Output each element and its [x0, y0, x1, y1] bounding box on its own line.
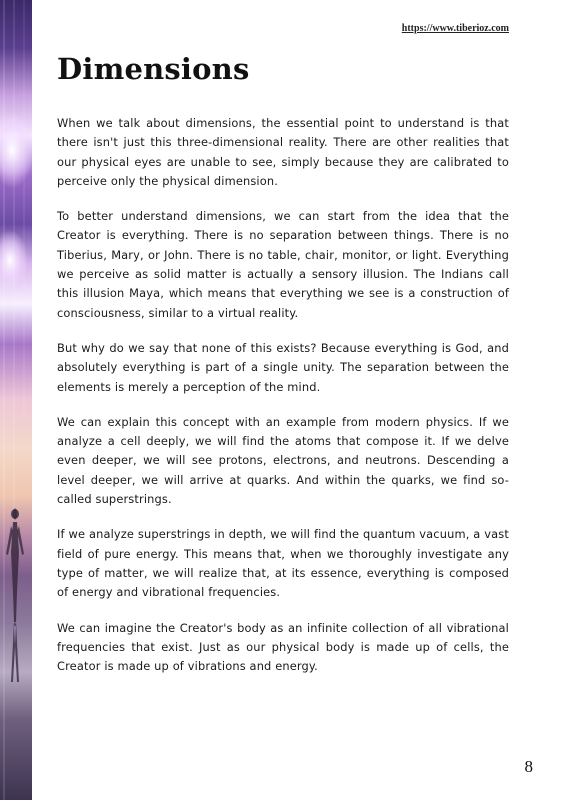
page-title: Dimensions — [57, 52, 250, 86]
paragraph: When we talk about dimensions, the essential point to understand is that there isn't just this three-dimensional reality. There are other realities that our physical eyes are unable to see, simply because they are calibrated to perceive only the physical dimension. — [57, 116, 509, 188]
paragraph: We can explain this concept with an example from modern physics. If we analyze a cell deeply, we will find the atoms that compose it. If we delve even deeper, we will see protons, electrons, and neutrons. Descending a level deeper, we will arrive at quarks. And within the quarks, we find so-called superstrings. — [57, 414, 509, 507]
paragraph: But why do we say that none of this exists? Because everything is God, and absolutely everything is part of a single unity. The separation between the elements is merely a perception of the mind. — [57, 340, 509, 394]
page-number: 8 — [524, 757, 533, 776]
paragraph: To better understand dimensions, we can start from the idea that the Creator is everything. There is no separation between things. There is no Tiberius, Mary, or John. There is no table, chair, monitor, or light. Everything we perceive as solid matter is actually a sensory illusion. The Indians call this illusion Maya, which means that everything we see is a construction of consciousness, similar to a virtual reality. — [57, 209, 509, 320]
cosmic-figure-illustration — [0, 0, 32, 800]
body-text — [57, 114, 509, 692]
paragraph: We can imagine the Creator's body as an infinite collection of all vibrational frequencies that exist. Just as our physical body is made up of cells, the Creator is made up of vibrations and energy. — [57, 620, 509, 674]
paragraph: If we analyze superstrings in depth, we will find the quantum vacuum, a vast field of pure energy. This means that, when we thoroughly investigate any type of matter, we will realize that, at its essence, everything is composed of energy and vibrational frequencies. — [57, 527, 509, 600]
decorative-side-image — [0, 0, 32, 800]
website-url[interactable]: https://www.tiberioz.com — [401, 23, 509, 34]
